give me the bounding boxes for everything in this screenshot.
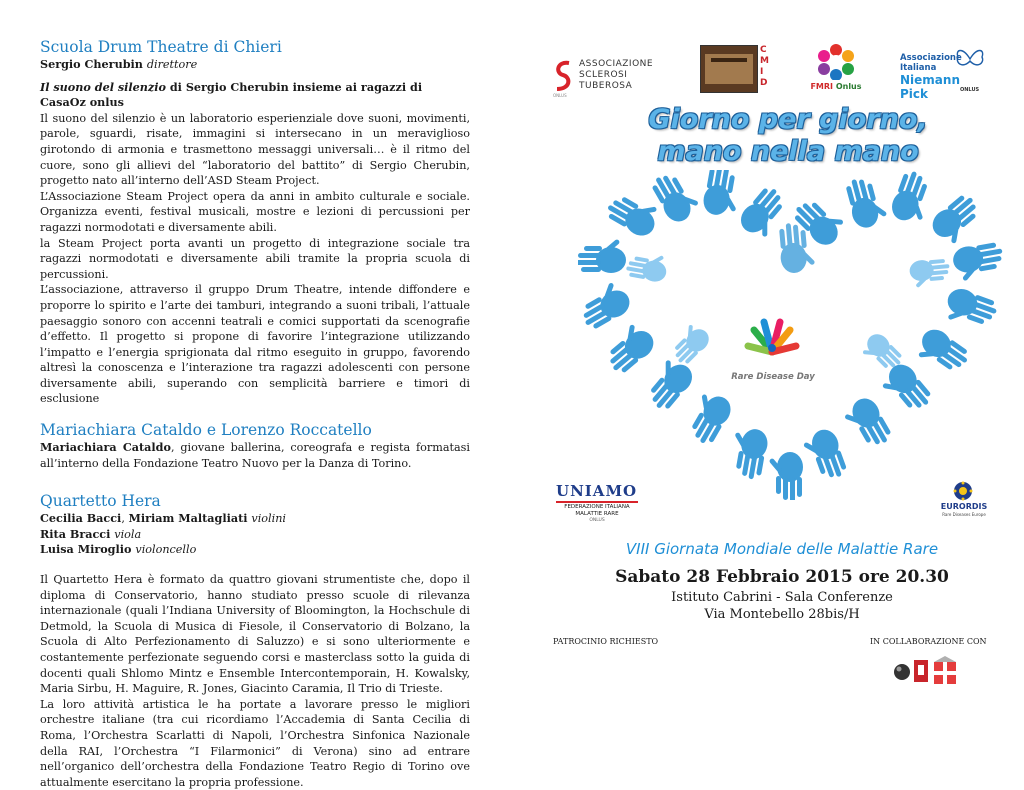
paragraph: Il suono del silenzio è un laboratorio esperienziale dove suoni, movimenti, parole, sguardi, risate, immagini si intersecano in un meraviglioso girotondo di armonia e trasmettono messaggi universali… è il ritmo del cuore, sono gli allievi del “laboratorio del battito” di Sergio Cherubin, progetto nato all’interno dell’ASD Steam Project. xyxy=(40,111,470,188)
logo-uniamo: UNIAMO FEDERAZIONE ITALIANA MALATTIE RARE ONLUS xyxy=(556,482,638,523)
eurordis-icon xyxy=(952,480,974,502)
event-address: Via Montebello 28bis/H xyxy=(704,607,860,622)
patrocinio-label: PATROCINIO RICHIESTO xyxy=(553,637,659,646)
paragraph: Mariachiara Cataldo, giovane ballerina, coreografa e regista formatasi all’interno della Fondazione Teatro Nuovo per la Danza di Torino. xyxy=(40,440,470,470)
logo-ais: ASSOCIAZIONE SCLEROSI TUBEROSA ONLUS xyxy=(553,59,654,98)
cmid-image xyxy=(700,45,758,93)
paragraph: Il Quartetto Hera è formato da quattro giovani strumentiste che, dopo il diploma di Conservatorio, hanno studiato presso scuole di rilevanza internazionale (quali l’Indiana University of Bloomington, la Hochschule di Detmold, la Scuola di Musica di Fiesole, il Conservatorio di Bolzano, la Scuola di Alto Perfezionamento di Saluzzo) e si sono ulteriormente e costantemente perfezionate seguendo corsi e masterclass sotto la guida di docenti quali Shlomo Mintz e Ensemble Intercontemporain, H. Kowalsky, Maria Sirbu, H. Maguire, R. Jones, Giacinto Caramia, Il Trio di Trieste. xyxy=(40,573,470,696)
collaborazione-label: IN COLLABORAZIONE CON xyxy=(870,637,987,646)
member-line: Luisa Miroglio violoncello xyxy=(40,542,197,557)
event-subtitle: VIII Giornata Mondiale delle Malattie Rare xyxy=(625,540,939,558)
collaboration-emblems-icon xyxy=(892,656,958,686)
logo-cmid: C M I D xyxy=(700,45,772,93)
ais-s-icon xyxy=(553,59,575,93)
logo-fmri: FMRI Onlus xyxy=(810,44,860,94)
event-title: Giorno per giorno, mano nella mano xyxy=(648,104,928,167)
work-title-line: Il suono del silenzio di Sergio Cherubin insieme ai ragazzi di CasaOz onlus xyxy=(40,79,423,110)
section-title-dancers: Mariachiara Cataldo e Lorenzo Roccatello xyxy=(40,421,372,440)
logo-rare-disease-day: Rare Disease Day xyxy=(728,312,818,390)
collaboration-logos xyxy=(892,656,958,686)
member-line: Rita Bracci viola xyxy=(40,526,142,541)
director-line: Sergio Cherubin direttore xyxy=(40,57,198,71)
paragraph: la Steam Project porta avanti un progetto di integrazione sociale tra ragazzi normodotati e diversamente abili tramite la propria scuola di percussioni. xyxy=(40,236,470,281)
fmri-flower-icon xyxy=(816,44,856,80)
paragraph: La loro attività artistica le ha portate a lavorare presso le migliori orchestre italiane (tra cui ricordiamo l’Accademia di Santa Cecilia di Roma, l’Orchestra Scarlatti di Napoli, l’Orchestra Sinfonica Nazionale della RAI, l’Orchestra “I Filarmonici” di Verona) sino ad entrare nell’organico dell’orchestra della Fondazione Teatro Regio di Torino ove attualmente esercitano la propria professione. xyxy=(40,697,470,789)
section-title-quartet: Quartetto Hera xyxy=(40,492,161,511)
logo-eurordis: EURORDIS Rare Diseases Europe xyxy=(936,480,990,520)
section-title-drum-theatre: Scuola Drum Theatre di Chieri xyxy=(40,38,282,56)
event-date: Sabato 28 Febbraio 2015 ore 20.30 xyxy=(615,567,949,587)
rare-disease-day-hands-icon xyxy=(742,312,802,356)
member-line: Cecilia Bacci, Miriam Maltagliati violini xyxy=(40,511,286,526)
event-venue: Istituto Cabrini - Sala Conferenze xyxy=(671,590,893,605)
left-column xyxy=(40,38,470,790)
logo-niemann-pick: Associazione Italiana Niemann Pick ONLUS xyxy=(900,47,990,95)
paragraph: L’associazione, attraverso il gruppo Drum Theatre, intende diffondere e proporre lo spirito e l’arte dei tamburi, integrando a suoni tribali, l’attuale paesaggio sonoro con accenni teatrali e comici supportati da scenografie d’effetto. Il progetto si propone di favorire l’integrazione utilizzando l’impatto e l’energia sprigionata dal ritmo eseguito in gruppo, favorendo altresì la conoscenza e l’interazione tra ragazzi adolescenti con persone diversamente abili, superando con semplicità barriere e timori di esclusione xyxy=(40,283,470,406)
paragraph: L’Associazione Steam Project opera da anni in ambito culturale e sociale. Organizza eventi, festival musicali, mostre e lezioni di percussioni per ragazzi normodotati e diversamente abili. xyxy=(40,189,470,234)
